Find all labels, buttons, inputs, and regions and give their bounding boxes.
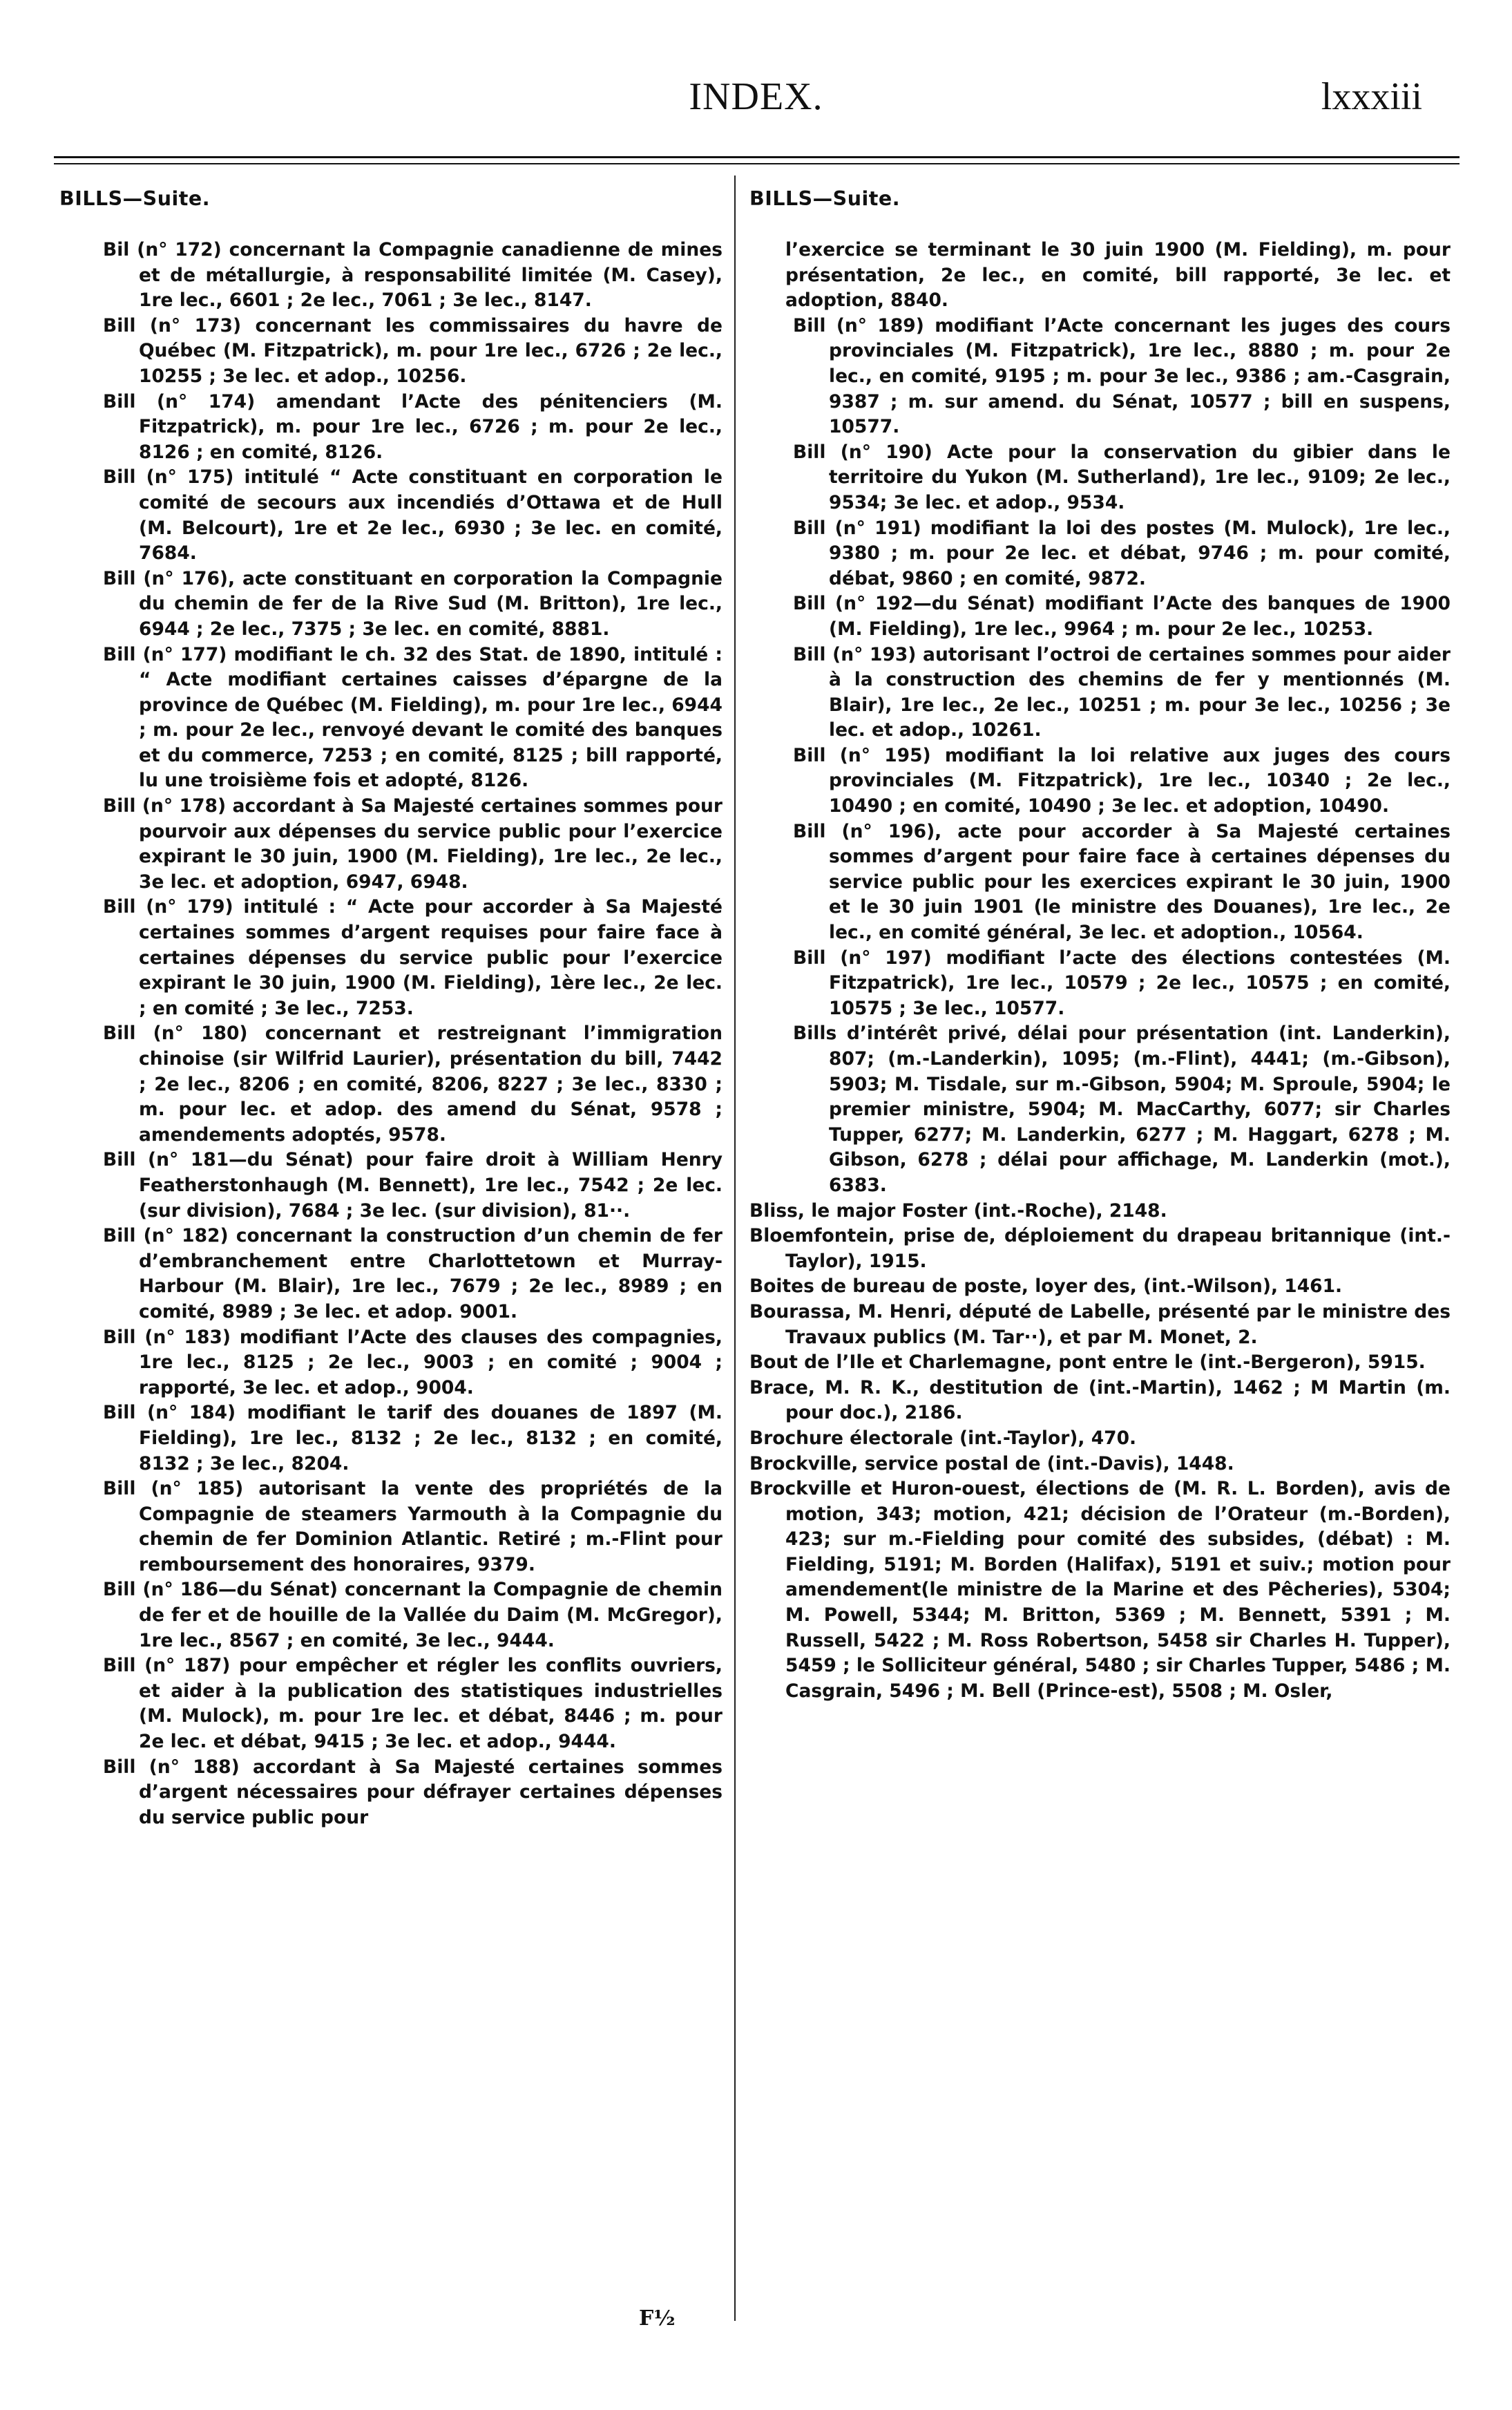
index-entry: Brochure électorale (int.-Taylor), 470. [749, 1427, 1137, 1449]
header-rule-top [54, 156, 1460, 158]
index-entry: Bill (n° 195) modifiant la loi relative aux juges des cours provinciales (M. Fitzpatrick), 1re lec., 10340 ; 2e lec., 10490 ; en comité, 10490 ; 3e lec. et adoption, 10490. [793, 744, 1451, 817]
index-entry: Bill (n° 175) intitulé “ Acte constituant en corporation le comité de secours aux incendiés d’Ottawa et de Hull (M. Belcourt), 1re et 2e lec., 6930 ; 3e lec. en comité, 7684. [103, 466, 722, 564]
index-entry: Bill (n° 186—du Sénat) concernant la Compagnie de chemin de fer et de houille de la Vallée du Daim (M. McGregor), 1re lec., 8567 ; en comité, 3e lec., 9444. [103, 1579, 722, 1651]
index-entry: Bill (n° 197) modifiant l’acte des élections contestées (M. Fitzpatrick), 1re lec., 10579 ; 2e lec., 10575 ; en comité, 10575 ; 3e lec., 10577. [793, 947, 1451, 1019]
index-entry: Bill (n° 189) modifiant l’Acte concernant les juges des cours provinciales (M. Fitzpatrick), 1re lec., 8880 ; m. pour 2e lec., en comité, 9195 ; m. pour 3e lec., 9386 ; am.-Casgrain, 9387 ; m. sur amend. du Sénat, 10577 ; bill en suspens, 10577. [793, 314, 1451, 438]
left-column [59, 185, 722, 1830]
index-entry-continuation: l’exercice se terminant le 30 juin 1900 (M. Fielding), m. pour présentation, 2e lec., en comité, bill rapporté, 3e lec. et adoption, 8840. [785, 239, 1451, 312]
index-entry: Bill (n° 190) Acte pour la conservation du gibier dans le territoire du Yukon (M. Sutherland), 1re lec., 9109; 2e lec., 9534; 3e lec. et adop., 9534. [793, 441, 1451, 513]
right-column [749, 185, 1451, 1704]
index-entry: Bill (n° 184) modifiant le tarif des douanes de 1897 (M. Fielding), 1re lec., 8132 ; 2e lec., 8132 ; en comité, 8132 ; 3e lec., 8204. [103, 1402, 722, 1474]
index-entry: Bloemfontein, prise de, déploiement du drapeau britannique (int.-Taylor), 1915. [749, 1225, 1451, 1272]
index-entry: Bill (n° 177) modifiant le ch. 32 des Stat. de 1890, intitulé : “ Acte modifiant certaines caisses d’épargne de la province de Québec (M. Fielding), m. pour 1re lec., 6944 ; m. pour 2e lec., renvoyé devant le comité des banques et du commerce, 7253 ; en comité, 8125 ; bill rapporté, lu une troisième fois et adopté, 8126. [103, 643, 722, 792]
index-entry: Bill (n° 178) accordant à Sa Majesté certaines sommes pour pourvoir aux dépenses du service public pour l’exercice expirant le 30 juin, 1900 (M. Fielding), 1re lec., 2e lec., 3e lec. et adoption, 6947, 6948. [103, 795, 722, 893]
column-divider [734, 175, 736, 2321]
index-entry: Bill (n° 173) concernant les commissaires du havre de Québec (M. Fitzpatrick), m. pour 1re lec., 6726 ; 2e lec., 10255 ; 3e lec. et adop., 10256. [103, 314, 722, 387]
left-column-heading: BILLS—Suite. [59, 187, 211, 210]
signature-mark: F½ [639, 2306, 676, 2331]
index-entry: Bills d’intérêt privé, délai pour présentation (int. Landerkin), 807; (m.-Landerkin), 1095; (m.-Flint), 4441; (m.-Gibson), 5903; M. Tisdale, sur m.-Gibson, 5904; M. Sproule, 5904; le premier ministre, 5904; M. MacCarthy, 6077; sir Charles Tupper, 6277; M. Landerkin, 6277 ; M. Haggart, 6278 ; M. Gibson, 6278 ; délai pour affichage, M. Landerkin (mot.), 6383. [793, 1023, 1451, 1196]
index-entry: Bill (n° 174) amendant l’Acte des pénitenciers (M. Fitzpatrick), m. pour 1re lec., 6726 ; m. pour 2e lec., 8126 ; en comité, 8126. [103, 390, 722, 463]
index-entry: Bill (n° 183) modifiant l’Acte des clauses des compagnies, 1re lec., 8125 ; 2e lec., 9003 ; en comité ; 9004 ; rapporté, 3e lec. et adop., 9004. [103, 1326, 722, 1398]
index-entry: Bill (n° 181—du Sénat) pour faire droit à William Henry Featherstonhaugh (M. Bennett), 1re lec., 7542 ; 2e lec. (sur division), 7684 ; 3e lec. (sur division), 81··. [103, 1149, 722, 1222]
page-header [0, 0, 1512, 117]
index-entry: Bill (n° 179) intitulé : “ Acte pour accorder à Sa Majesté certaines sommes d’argent requises pour faire face à certaines dépenses du service public pour l’exercice expirant le 30 juin, 1900 (M. Fielding), 1ère lec., 2e lec. ; en comité ; 3e lec., 7253. [103, 896, 722, 1019]
index-entry: Brace, M. R. K., destitution de (int.-Martin), 1462 ; M Martin (m. pour doc.), 2186. [749, 1376, 1451, 1424]
index-entry: Bill (n° 188) accordant à Sa Majesté certaines sommes d’argent nécessaires pour défrayer certaines dépenses du service public pour [103, 1756, 722, 1828]
index-entry: Bout de l’Ile et Charlemagne, pont entre le (int.-Bergeron), 5915. [749, 1351, 1426, 1374]
page-title: INDEX. [689, 75, 823, 118]
index-entry: Brockville et Huron-ouest, élections de (M. R. L. Borden), avis de motion, 343; motion, 421; décision de l’Orateur (m.-Borden), 423; sur m.-Fielding pour comité des subsides, (débat) : M. Fielding, 5191; M. Borden (Halifax), 5191 et suiv.; motion pour amendement(le ministre de la Marine et des Pêcheries), 5304; M. Powell, 5344; M. Britton, 5369 ; M. Bennett, 5391 ; M. Russell, 5422 ; M. Ross Robertson, 5458 sir Charles H. Tupper), 5459 ; le Solliciteur général, 5480 ; sir Charles Tupper, 5486 ; M. Casgrain, 5496 ; M. Bell (Prince-est), 5508 ; M. Osler, [749, 1478, 1451, 1702]
header-rule-bottom [54, 163, 1460, 164]
index-entry: Bourassa, M. Henri, député de Labelle, présenté par le ministre des Travaux publics (M. Tar··), et par M. Monet, 2. [749, 1300, 1451, 1348]
page-number: lxxxiii [1321, 75, 1422, 118]
index-entry: Bill (n° 182) concernant la construction d’un chemin de fer d’embranchement entre Charlottetown et Murray-Harbour (M. Blair), 1re lec., 7679 ; 2e lec., 8989 ; en comité, 8989 ; 3e lec. et adop. 9001. [103, 1225, 722, 1322]
index-entry: Bill (n° 191) modifiant la loi des postes (M. Mulock), 1re lec., 9380 ; m. pour 2e lec. et débat, 9746 ; m. pour comité, débat, 9860 ; en comité, 9872. [793, 517, 1451, 589]
index-entry: Bill (n° 192—du Sénat) modifiant l’Acte des banques de 1900 (M. Fielding), 1re lec., 9964 ; m. pour 2e lec., 10253. [793, 593, 1451, 640]
index-entry: Bill (n° 185) autorisant la vente des propriétés de la Compagnie de steamers Yarmouth à la Compagnie du chemin de fer Dominion Atlantic. Retiré ; m.-Flint pour remboursement des honoraires, 9379. [103, 1478, 722, 1575]
index-entry: Brockville, service postal de (int.-Davis), 1448. [749, 1452, 1234, 1474]
index-entry: Bil (n° 172) concernant la Compagnie canadienne de mines et de métallurgie, à responsabilité limitée (M. Casey), 1re lec., 6601 ; 2e lec., 7061 ; 3e lec., 8147. [103, 239, 722, 312]
index-entry: Bill (n° 180) concernant et restreignant l’immigration chinoise (sir Wilfrid Laurier), présentation du bill, 7442 ; 2e lec., 8206 ; en comité, 8206, 8227 ; 3e lec., 8330 ; m. pour lec. et adop. des amend du Sénat, 9578 ; amendements adoptés, 9578. [103, 1023, 722, 1146]
index-entry: Bill (n° 196), acte pour accorder à Sa Majesté certaines sommes d’argent pour faire face à certaines dépenses du service public pour les exercices expirant le 30 juin, 1900 et le 30 juin 1901 (le ministre des Douanes), 1re lec., 2e lec., en comité général, 3e lec. et adoption., 10564. [793, 820, 1451, 944]
index-entry: Bill (n° 176), acte constituant en corporation la Compagnie du chemin de fer de la Rive Sud (M. Britton), 1re lec., 6944 ; 2e lec., 7375 ; 3e lec. en comité, 8881. [103, 567, 722, 640]
index-entry: Bliss, le major Foster (int.-Roche), 2148. [749, 1199, 1167, 1222]
index-entry: Boites de bureau de poste, loyer des, (int.-Wilson), 1461. [749, 1275, 1343, 1298]
index-entry: Bill (n° 193) autorisant l’octroi de certaines sommes pour aider à la construction des chemins de fer y mentionnés (M. Blair), 1re lec., 2e lec., 10251 ; m. pour 3e lec., 10256 ; 3e lec. et adop., 10261. [793, 643, 1451, 741]
index-entry: Bill (n° 187) pour empêcher et régler les conflits ouvriers, et aider à la publication des statistiques industrielles (M. Mulock), m. pour 1re lec. et débat, 8446 ; m. pour 2e lec. et débat, 9415 ; 3e lec. et adop., 9444. [103, 1655, 722, 1753]
right-column-heading: BILLS—Suite. [749, 187, 901, 210]
